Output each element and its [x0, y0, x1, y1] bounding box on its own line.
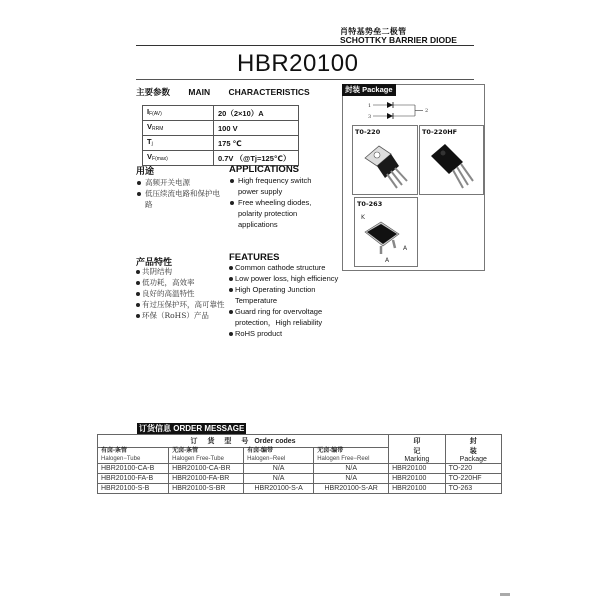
list-item: 低压续流电路和保护电路	[136, 188, 224, 210]
list-item: 环保（RoHS）产品	[136, 310, 236, 321]
char-symbol: $V_{F(max)}$	[143, 151, 214, 166]
cell-free-tube: HBR20100-CA-BR	[169, 464, 244, 474]
pin-a1-label: A	[403, 245, 408, 252]
order-header-row	[98, 435, 502, 448]
cell-package: TO-220HF	[445, 474, 501, 484]
main-characteristics-heading	[136, 86, 326, 98]
table-row	[98, 484, 502, 494]
list-item: 低功耗，高效率	[136, 277, 236, 288]
applications-heading-cn: 用途	[136, 166, 155, 176]
applications-list-en	[229, 175, 329, 230]
marking-header: 印记 Marking	[389, 435, 445, 464]
applications-list-cn	[136, 177, 224, 210]
char-row	[143, 106, 299, 121]
header-subtitle-en: SCHOTTKY BARRIER DIODE	[340, 35, 457, 45]
list-item: High frequency switch power supply	[229, 175, 329, 197]
package-name: T0-220	[355, 128, 381, 136]
char-value: 100 V	[214, 121, 299, 136]
header-rule-bottom	[136, 79, 474, 80]
package-label: 封装 Package	[342, 84, 396, 96]
col-header: 有卤-条管 Halogen−Tube	[98, 448, 169, 464]
pin-a2-label: A	[385, 257, 390, 264]
cell-reel: HBR20100-S-A	[244, 484, 314, 494]
char-symbol: $I_{F(AV)}$	[143, 106, 214, 121]
char-row	[143, 136, 299, 151]
order-codes-title: 订 货 型 号 Order codes	[98, 435, 389, 448]
applications-heading-en: APPLICATIONS	[229, 164, 300, 175]
cell-reel: N/A	[244, 474, 314, 484]
to220-package-icon	[359, 138, 415, 194]
order-table	[97, 434, 502, 494]
cell-free-reel: HBR20100-S-AR	[314, 484, 389, 494]
features-list-en	[229, 262, 349, 339]
cell-tube: HBR20100-FA-B	[98, 474, 169, 484]
diode-schematic-icon	[365, 98, 435, 122]
char-row	[143, 121, 299, 136]
heading-en-2: CHARACTERISTICS	[228, 87, 310, 97]
char-symbol: $T_j$	[143, 136, 214, 151]
package-to220	[352, 125, 418, 195]
list-item: Low power loss, high efficiency	[229, 273, 349, 284]
list-item: RoHS product	[229, 328, 349, 339]
package-to220hf	[419, 125, 484, 195]
main-characteristics-table	[142, 105, 299, 166]
package-to263	[354, 197, 418, 267]
cell-tube: HBR20100-CA-B	[98, 464, 169, 474]
char-value: 0.7V （@Tj=125℃）	[214, 151, 299, 166]
features-list-cn	[136, 266, 236, 321]
cell-package: TO-220	[445, 464, 501, 474]
cell-reel: N/A	[244, 464, 314, 474]
char-value: 20（2×10）A	[214, 106, 299, 121]
heading-en: MAIN	[188, 87, 211, 97]
package-name: T0-220HF	[422, 128, 458, 136]
cell-package: TO-263	[445, 484, 501, 494]
table-row	[98, 474, 502, 484]
char-value: 175 ℃	[214, 136, 299, 151]
pin-2-label: 2	[425, 108, 429, 114]
list-item: 高频开关电源	[136, 177, 224, 188]
col-header: 无卤-编带 Halogen Free−Reel	[314, 448, 389, 464]
heading-cn: 主要参数	[136, 87, 171, 97]
order-message-label: 订货信息 ORDER MESSAGE	[139, 424, 245, 433]
cell-marking: HBR20100	[389, 484, 445, 494]
list-item: High Operating Junction Temperature	[229, 284, 349, 306]
page-title: HBR20100	[237, 50, 359, 77]
header-subtitle-cn: 肖特基势垒二极管	[340, 27, 407, 36]
list-item: Common cathode structure	[229, 262, 349, 273]
header-rule-top	[136, 45, 474, 46]
cell-free-tube: HBR20100-FA-BR	[169, 474, 244, 484]
features-heading-en: FEATURES	[229, 252, 280, 263]
table-row	[98, 464, 502, 474]
list-item: Guard ring for overvoltage protection，High reliability	[229, 306, 349, 328]
package-header: 封装 Package	[445, 435, 501, 464]
list-item: Free wheeling diodes, polarity protection applications	[229, 197, 329, 230]
col-header: 无卤-条管 Halogen Free-Tube	[169, 448, 244, 464]
pin-1-label: 1	[368, 103, 372, 109]
cell-marking: HBR20100	[389, 474, 445, 484]
char-symbol: $V_{RRM}$	[143, 121, 214, 136]
page-corner-mark	[500, 593, 510, 596]
list-item: 良好的高温特性	[136, 288, 236, 299]
cell-free-tube: HBR20100-S-BR	[169, 484, 244, 494]
col-header: 有卤-编带 Halogen−Reel	[244, 448, 314, 464]
to263-package-icon	[357, 210, 417, 266]
cell-marking: HBR20100	[389, 464, 445, 474]
pin-3-label: 3	[368, 114, 372, 120]
to220hf-package-icon	[425, 138, 481, 194]
package-name: T0-263	[357, 200, 383, 208]
features-heading-cn: 产品特性	[136, 257, 173, 267]
pin-k-label: K	[361, 214, 365, 221]
cell-tube: HBR20100-S-B	[98, 484, 169, 494]
list-item: 有过压保护环，高可靠性	[136, 299, 236, 310]
cell-free-reel: N/A	[314, 464, 389, 474]
list-item: 共阴结构	[136, 266, 236, 277]
cell-free-reel: N/A	[314, 474, 389, 484]
